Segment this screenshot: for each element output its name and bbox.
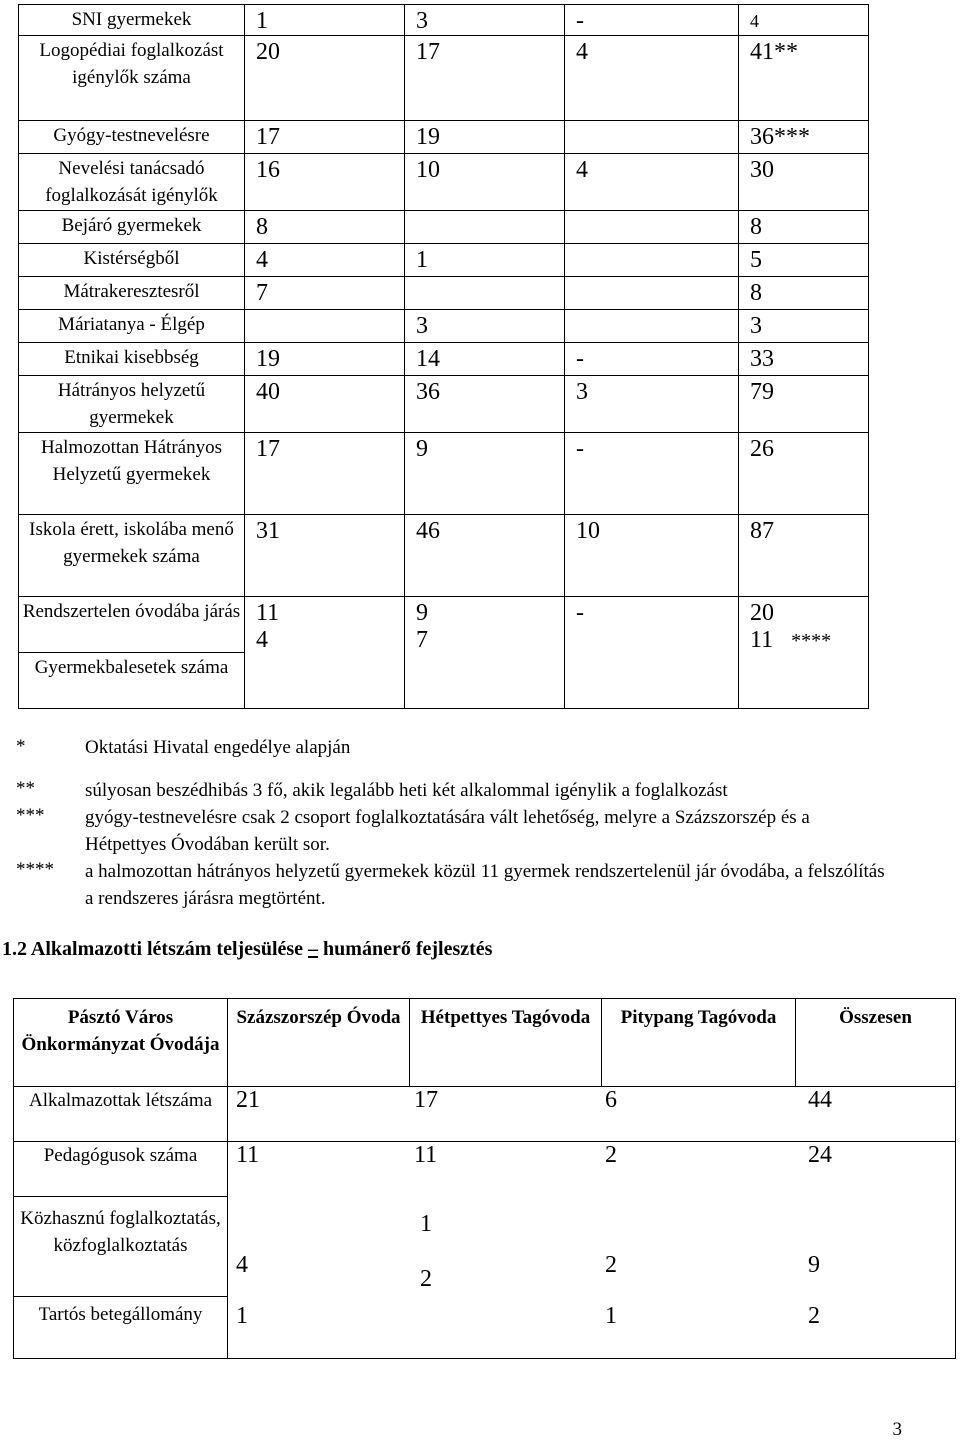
- row-label: Iskola érett, iskolába menő gyermekek száma: [19, 515, 245, 597]
- cell: [565, 277, 739, 310]
- table-row: [19, 154, 869, 211]
- cell: 1: [245, 5, 405, 36]
- cell: [739, 597, 869, 709]
- row-label: Alkalmazottak létszáma: [14, 1087, 228, 1142]
- table-row: [19, 36, 869, 121]
- cell: 17: [245, 433, 405, 515]
- cell: 6: [605, 1087, 617, 1113]
- cell: 8: [739, 277, 869, 310]
- row-label: Mátrakeresztesről: [19, 277, 245, 310]
- cell-line: 7: [416, 627, 428, 653]
- section-title-dash: –: [308, 938, 319, 960]
- table-row: [19, 310, 869, 343]
- cell: [565, 310, 739, 343]
- note-mark: **: [16, 778, 35, 799]
- cell: 4: [565, 154, 739, 211]
- note-mark: ****: [16, 859, 54, 880]
- table-row: [19, 343, 869, 376]
- cell: 33: [739, 343, 869, 376]
- cell: 20: [245, 36, 405, 121]
- table-row: [19, 433, 869, 515]
- table-row: [14, 1297, 956, 1359]
- note-mark: ***: [16, 805, 45, 826]
- cell: 21: [236, 1087, 260, 1113]
- cell: -: [565, 343, 739, 376]
- note-text: Oktatási Hivatal engedélye alapján: [85, 737, 351, 758]
- cell: 2: [808, 1302, 820, 1329]
- cell-line: -: [576, 600, 584, 626]
- cell: [565, 121, 739, 154]
- cell: 2: [605, 1251, 617, 1278]
- cell: 3: [405, 5, 565, 36]
- cell-line: 4: [256, 627, 268, 653]
- cell: 11: [236, 1142, 260, 1168]
- cell: 2: [605, 1142, 617, 1168]
- row-label: Bejáró gyermekek: [19, 211, 245, 244]
- cell: 19: [245, 343, 405, 376]
- cell-line: [750, 627, 868, 655]
- cell: [405, 597, 565, 709]
- note-text: gyógy-testnevelésre csak 2 csoport foglalkoztatására vált lehetőség, melyre a Százszorszép és a Hétpettyes Óvodában került sor.: [85, 807, 810, 855]
- section-number: 1.2: [2, 938, 27, 960]
- cell: 10: [405, 154, 565, 211]
- cell: 1 2: [420, 1210, 432, 1292]
- cell-line: 11: [256, 600, 280, 626]
- cell: -: [565, 5, 739, 36]
- table-row: [19, 244, 869, 277]
- statistics-table: [18, 4, 869, 709]
- cell: 17: [405, 36, 565, 121]
- row-values: [228, 1087, 956, 1142]
- cell: 19: [405, 121, 565, 154]
- table-row: [14, 1142, 956, 1197]
- column-header: Hétpettyes Tagóvoda: [410, 999, 602, 1087]
- cell: 46: [405, 515, 565, 597]
- row-values: [228, 1297, 956, 1359]
- cell: 4: [245, 244, 405, 277]
- cell: 9: [808, 1251, 820, 1278]
- cell: 1: [236, 1302, 248, 1329]
- page-number: 3: [892, 1419, 902, 1440]
- cell: [565, 597, 739, 709]
- cell: 14: [405, 343, 565, 376]
- cell: 24: [808, 1142, 832, 1168]
- cell-line: 9: [416, 600, 428, 626]
- cell: 16: [245, 154, 405, 211]
- cell-value: 11: [750, 627, 774, 653]
- cell: 4: [739, 5, 869, 36]
- cell: 36: [405, 376, 565, 433]
- table-row: [19, 277, 869, 310]
- table-row: [19, 376, 869, 433]
- cell: 26: [739, 433, 869, 515]
- section-heading: [2, 938, 492, 961]
- row-values: [228, 1197, 956, 1297]
- row-label: Máriatanya - Élgép: [19, 310, 245, 343]
- note-text: súlyosan beszédhibás 3 fő, akik legalább heti két alkalommal igénylik a foglalkozást: [85, 780, 728, 801]
- table-row: [19, 121, 869, 154]
- footnote-mark: ****: [791, 630, 832, 652]
- staff-table: [13, 998, 956, 1359]
- table-row: [14, 1087, 956, 1142]
- row-label: Gyermekbalesetek száma: [19, 653, 245, 709]
- cell: 4: [565, 36, 739, 121]
- cell: 9: [405, 433, 565, 515]
- cell: [565, 211, 739, 244]
- row-label: SNI gyermekek: [19, 5, 245, 36]
- cell: 31: [245, 515, 405, 597]
- table-row: [19, 515, 869, 597]
- cell: 44: [808, 1087, 832, 1113]
- row-label: Pedagógusok száma: [14, 1142, 228, 1197]
- table-row: [19, 597, 869, 653]
- cell-line: 20: [750, 600, 774, 626]
- cell: 8: [739, 211, 869, 244]
- row-label: Gyógy-testnevelésre: [19, 121, 245, 154]
- cell: [565, 244, 739, 277]
- cell: 41**: [739, 36, 869, 121]
- cell: 79: [739, 376, 869, 433]
- cell: [245, 597, 405, 709]
- table-row: [19, 211, 869, 244]
- cell: 3: [405, 310, 565, 343]
- row-values: [228, 1142, 956, 1197]
- row-label: Hátrányos helyzetű gyermekek: [19, 376, 245, 433]
- row-label: Rendszertelen óvodába járás: [19, 597, 245, 653]
- row-label: Közhasznú foglalkoztatás, közfoglalkoztatás: [14, 1197, 228, 1297]
- column-header: Pitypang Tagóvoda: [602, 999, 796, 1087]
- note-text: a halmozottan hátrányos helyzetű gyermekek közül 11 gyermek rendszertelenül jár óvodába, a felszólítás a rendszeres járásra megtörtént.: [85, 861, 885, 909]
- cell: 11: [414, 1142, 438, 1168]
- cell: 36***: [739, 121, 869, 154]
- table-row: [14, 1197, 956, 1297]
- cell: 5: [739, 244, 869, 277]
- cell: 1: [405, 244, 565, 277]
- cell: 8: [245, 211, 405, 244]
- cell: 3: [565, 376, 739, 433]
- row-label: Logopédiai foglalkozást igénylők száma: [19, 36, 245, 121]
- section-title-prefix: Alkalmazotti létszám teljesülése: [30, 938, 304, 960]
- cell: [405, 277, 565, 310]
- cell: [245, 310, 405, 343]
- row-label: Etnikai kisebbség: [19, 343, 245, 376]
- column-header: Összesen: [796, 999, 956, 1087]
- cell: 17: [414, 1087, 438, 1113]
- cell: 30: [739, 154, 869, 211]
- column-header: Pásztó Város Önkormányzat Óvodája: [14, 999, 228, 1087]
- table-row: [19, 5, 869, 36]
- cell: [405, 211, 565, 244]
- row-label: Kistérségből: [19, 244, 245, 277]
- row-label: Nevelési tanácsadó foglalkozását igénylők: [19, 154, 245, 211]
- cell: 3: [739, 310, 869, 343]
- cell: 4: [236, 1251, 248, 1278]
- note-mark: *: [16, 736, 26, 757]
- row-label: Tartós betegállomány: [14, 1297, 228, 1359]
- column-header: Százszorszép Óvoda: [228, 999, 410, 1087]
- cell: 40: [245, 376, 405, 433]
- cell: 17: [245, 121, 405, 154]
- section-title-suffix: humánerő fejlesztés: [323, 938, 493, 960]
- cell: 7: [245, 277, 405, 310]
- table-header-row: [14, 999, 956, 1087]
- cell: 10: [565, 515, 739, 597]
- cell: -: [565, 433, 739, 515]
- cell: 87: [739, 515, 869, 597]
- row-label: Halmozottan Hátrányos Helyzetű gyermekek: [19, 433, 245, 515]
- cell: 1: [605, 1302, 617, 1329]
